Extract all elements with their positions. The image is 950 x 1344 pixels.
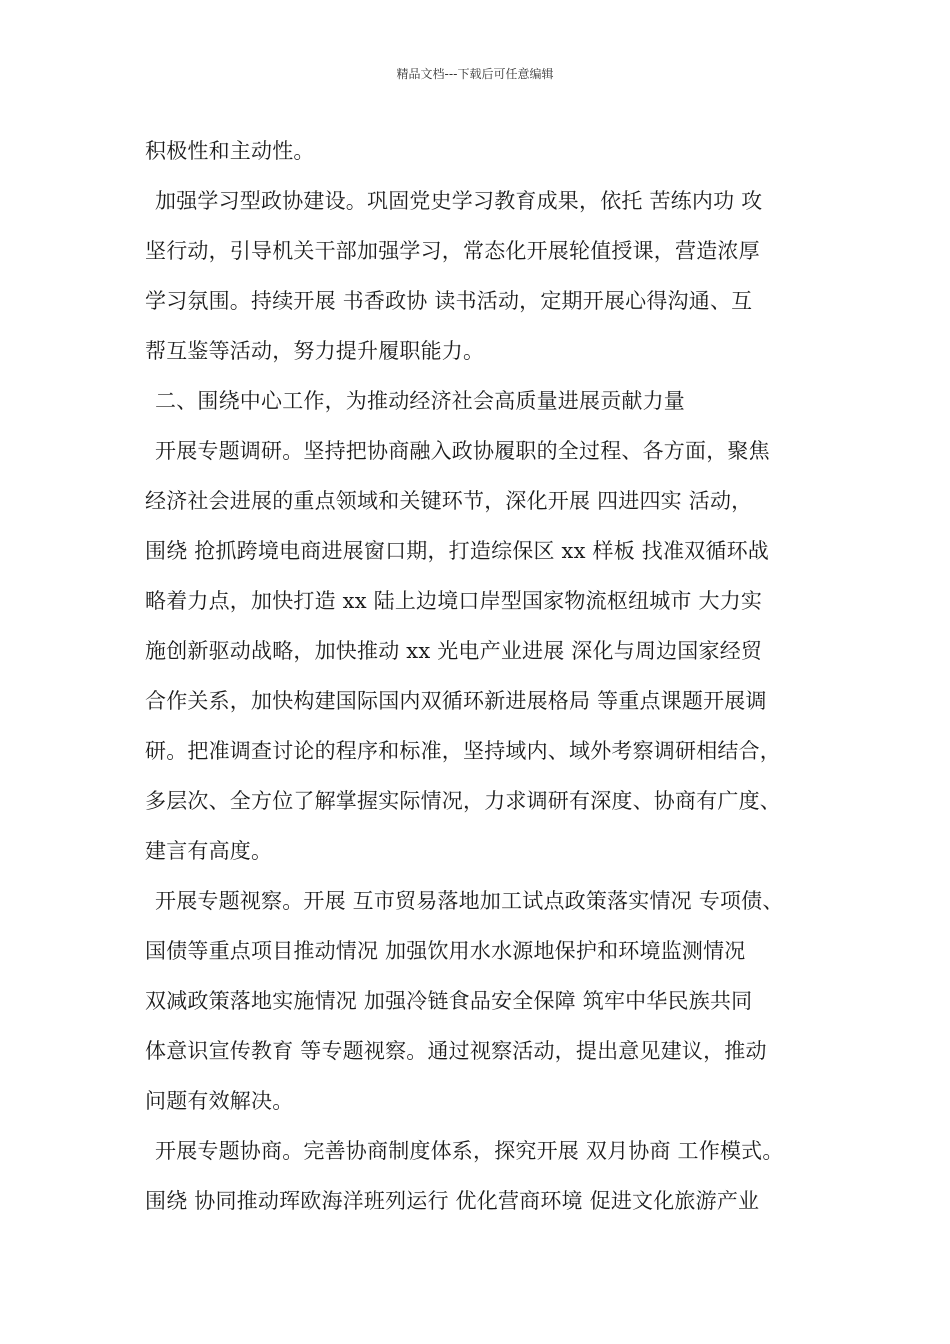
text-line: 二、围绕中心工作，为推动经济社会高质量进展贡献力量 xyxy=(155,389,685,413)
document-body xyxy=(145,126,825,1226)
text-line: 积极性和主动性。 xyxy=(145,139,315,163)
text-line: 体意识宣传教育 等专题视察。通过视察活动，提出意见建议，推动 xyxy=(145,1039,767,1063)
text-line: 开展专题调研。坚持把协商融入政协履职的全过程、各方面，聚焦 xyxy=(155,439,770,463)
text-line: 合作关系，加快构建国际国内双循环新进展格局 等重点课题开展调 xyxy=(145,689,767,713)
text-line: 开展专题协商。完善协商制度体系，探究开展 双月协商 工作模式。 xyxy=(155,1139,784,1163)
text-line: 多层次、全方位了解掌握实际情况，力求调研有深度、协商有广度、 xyxy=(145,789,781,813)
text-line: 围绕 抢抓跨境电商进展窗口期，打造综保区 xx 样板 找准双循环战 xyxy=(145,539,769,563)
text-line: 开展专题视察。开展 互市贸易落地加工试点政策落实情况 专项债、 xyxy=(155,889,784,913)
text-line: 围绕 协同推动珲欧海洋班列运行 优化营商环境 促进文化旅游产业 xyxy=(145,1189,760,1213)
text-line: 略着力点，加快打造 xx 陆上边境口岸型国家物流枢纽城市 大力实 xyxy=(145,589,763,613)
text-line: 经济社会进展的重点领域和关键环节，深化开展 四进四实 活动， xyxy=(145,489,753,513)
text-line: 建言有高度。 xyxy=(145,839,273,863)
text-line: 研。把准调查讨论的程序和标准，坚持域内、域外考察调研相结合， xyxy=(145,739,781,763)
text-line: 施创新驱动战略，加快推动 xx 光电产业进展 深化与周边国家经贸 xyxy=(145,639,763,663)
text-line: 国债等重点项目推动情况 加强饮用水水源地保护和环境监测情况 xyxy=(145,939,746,963)
text-line: 帮互鉴等活动，努力提升履职能力。 xyxy=(145,339,485,363)
text-line: 加强学习型政协建设。巩固党史学习教育成果，依托 苦练内功 攻 xyxy=(155,189,763,213)
text-line: 坚行动，引导机关干部加强学习，常态化开展轮值授课，营造浓厚 xyxy=(145,239,760,263)
text-line: 双减政策落地实施情况 加强冷链食品安全保障 筑牢中华民族共同 xyxy=(145,989,753,1013)
page-header: 精品文档---下载后可任意编辑 xyxy=(396,67,554,81)
text-line: 学习氛围。持续开展 书香政协 读书活动，定期开展心得沟通、互 xyxy=(145,289,753,313)
text-line: 问题有效解决。 xyxy=(145,1089,294,1113)
